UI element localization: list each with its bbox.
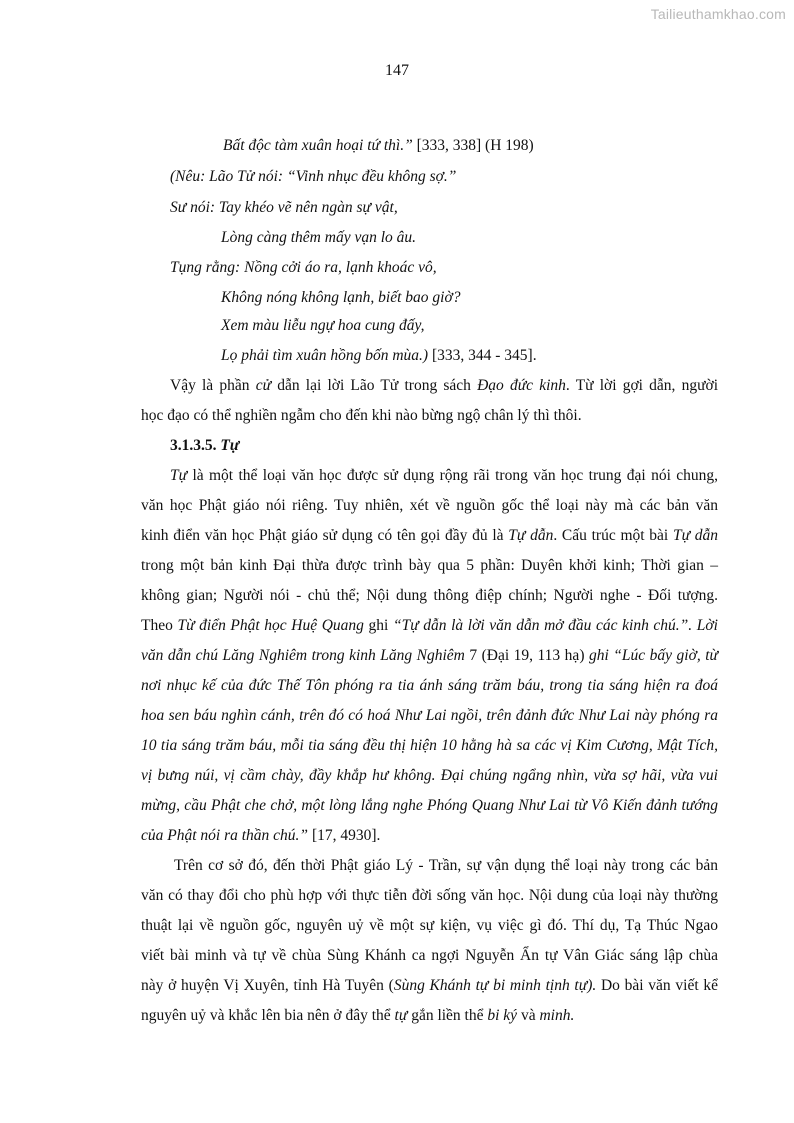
para1-line-1 <box>170 376 718 396</box>
para2-line-3 <box>141 526 718 546</box>
para1-book-title: Đạo đức kinh <box>477 377 566 394</box>
para3-line-2: văn có thay đổi cho phù hợp với thực tiễn đời sống văn học. Nội dung của loại này thường <box>141 887 718 904</box>
para2-line-10: 10 tia sáng trăm báu, mỗi tia sáng đều thị hiện 10 hằng hà sa các vị Kim Cương, Mật Tích, <box>141 737 718 754</box>
verse-line-2: (Nêu: Lão Tử nói: “Vinh nhục đều không sợ.” <box>170 168 457 185</box>
para2-line-2: văn học Phật giáo nói riêng. Tuy nhiên, xét về nguồn gốc thể loại này mà các bản văn <box>141 497 718 514</box>
para1-text: . Từ lời gợi dẫn, người <box>565 377 719 394</box>
para1-term-cu: cử <box>255 377 272 394</box>
verse-line-1-text: Bất độc tàm xuân hoại tứ thì.” <box>223 137 413 154</box>
para3-text: và <box>517 1007 540 1024</box>
verse-line-1 <box>223 136 534 156</box>
para3-line-4: viết bài minh và tự về chùa Sùng Khánh ca ngợi Nguyễn Ẩn tự Vân Giác sáng lập chùa <box>141 947 718 964</box>
para2-text: Theo <box>141 617 178 634</box>
watermark: Tailieuthamkhao.com <box>650 6 786 22</box>
para2-quote: “Tự dẫn là lời văn dẫn mở đầu các kinh chú.”. Lời <box>392 617 718 634</box>
para3-term: tự <box>394 1007 408 1024</box>
para3-term: minh. <box>539 1007 575 1024</box>
para2-line-5: không gian; Người nói - chủ thể; Nội dung thông điệp chính; Người nghe - Đối tượng. <box>141 587 718 604</box>
para2-text: 7 (Đại 19, 113 hạ) <box>464 647 589 664</box>
para3-text: gắn liền thể <box>407 1007 488 1024</box>
para1-text: dẫn lại lời Lão Tử trong sách <box>271 377 478 394</box>
verse-line-8-ref: [333, 344 - 345]. <box>428 347 537 364</box>
verse-line-7: Xem màu liễu ngự hoa cung đấy, <box>221 317 425 334</box>
para1-text: Vậy là phần <box>170 377 256 394</box>
para2-line-7 <box>141 646 718 666</box>
para2-line-11: vị bưng núi, vị cầm chày, đầy khắp hư không. Đại chúng ngẩng nhìn, vừa sợ hãi, vừa vui <box>141 767 718 784</box>
verse-line-5: Tụng rằng: Nồng cởi áo ra, lạnh khoác vô, <box>170 259 437 276</box>
section-number: 3.1.3.5. <box>170 437 221 454</box>
para2-quote: của Phật nói ra thần chú.” <box>141 827 309 844</box>
para3-text: này ở huyện Vị Xuyên, tỉnh Hà Tuyên ( <box>141 977 394 994</box>
section-title: Tự <box>220 437 240 454</box>
verse-line-8 <box>221 346 537 366</box>
para3-text: nguyên uỷ và khắc lên bia nên ở đây thể <box>141 1007 395 1024</box>
para2-text: ghi <box>363 617 393 634</box>
para2-line-13 <box>141 826 718 846</box>
para1-line-2: học đạo có thể nghiền ngẫm cho đến khi nào bừng ngộ chân lý thì thôi. <box>141 407 582 424</box>
para2-line-8: nơi nhục kế của đức Thế Tôn phóng ra tia ánh sáng trăm báu, trong tia sáng hiện ra đoá <box>141 677 718 694</box>
para2-line-6 <box>141 616 718 636</box>
page-number: 147 <box>385 62 409 79</box>
verse-line-6: Không nóng không lạnh, biết bao giờ? <box>221 289 461 306</box>
para3-inscription-title: Sùng Khánh tự bi minh tịnh tự). <box>393 977 597 994</box>
para2-term: Tự dẫn <box>672 527 719 544</box>
para2-term: Tự <box>170 467 188 484</box>
verse-line-1-ref: [333, 338] (H 198) <box>412 137 534 154</box>
para3-line-1: Trên cơ sở đó, đến thời Phật giáo Lý - Trần, sự vận dụng thể loại này trong các bản <box>174 857 718 874</box>
para2-line-12: mừng, cầu Phật che chở, một lòng lắng nghe Phóng Quang Như Lai từ Vô Kiến đảnh tướng <box>141 797 718 814</box>
para3-text: Do bài văn viết kể <box>596 977 718 994</box>
para2-text: là một thể loại văn học được sử dụng rộng rãi trong văn học trung đại nói chung, <box>187 467 718 484</box>
verse-line-3: Sư nói: Tay khéo vẽ nên ngàn sự vật, <box>170 199 398 216</box>
para3-line-5 <box>141 976 718 996</box>
para3-term: bi ký <box>487 1007 518 1024</box>
para2-citation: [17, 4930]. <box>308 827 381 844</box>
para2-quote: văn dẫn chú Lăng Nghiêm trong kinh Lăng Nghiêm <box>141 647 465 664</box>
section-heading <box>170 436 239 456</box>
para3-line-6 <box>141 1006 718 1026</box>
para2-line-1 <box>170 466 718 486</box>
para2-text: kinh điển văn học Phật giáo sử dụng có tên gọi đầy đủ là <box>141 527 509 544</box>
para2-quote: ghi “Lúc bấy giờ, từ <box>588 647 718 664</box>
verse-line-4: Lòng càng thêm mấy vạn lo âu. <box>221 229 417 246</box>
verse-line-8-text: Lọ phải tìm xuân hồng bốn mùa.) <box>221 347 429 364</box>
para2-term: Tự dẫn <box>508 527 554 544</box>
para2-line-4: trong một bản kinh Đại thừa được trình bày qua 5 phần: Duyên khởi kinh; Thời gian – <box>141 557 718 574</box>
para2-dictionary-title: Từ điển Phật học Huệ Quang <box>177 617 364 634</box>
para3-line-3: thuật lại về nguồn gốc, nguyên uỷ về một sự kiện, vụ việc gì đó. Thí dụ, Tạ Thúc Ngao <box>141 917 718 934</box>
para2-text: . Cấu trúc một bài <box>553 527 673 544</box>
para2-line-9: hoa sen báu nghìn cánh, trên đó có hoá Như Lai ngồi, trên đảnh đức Như Lai này phóng ra <box>141 707 718 724</box>
